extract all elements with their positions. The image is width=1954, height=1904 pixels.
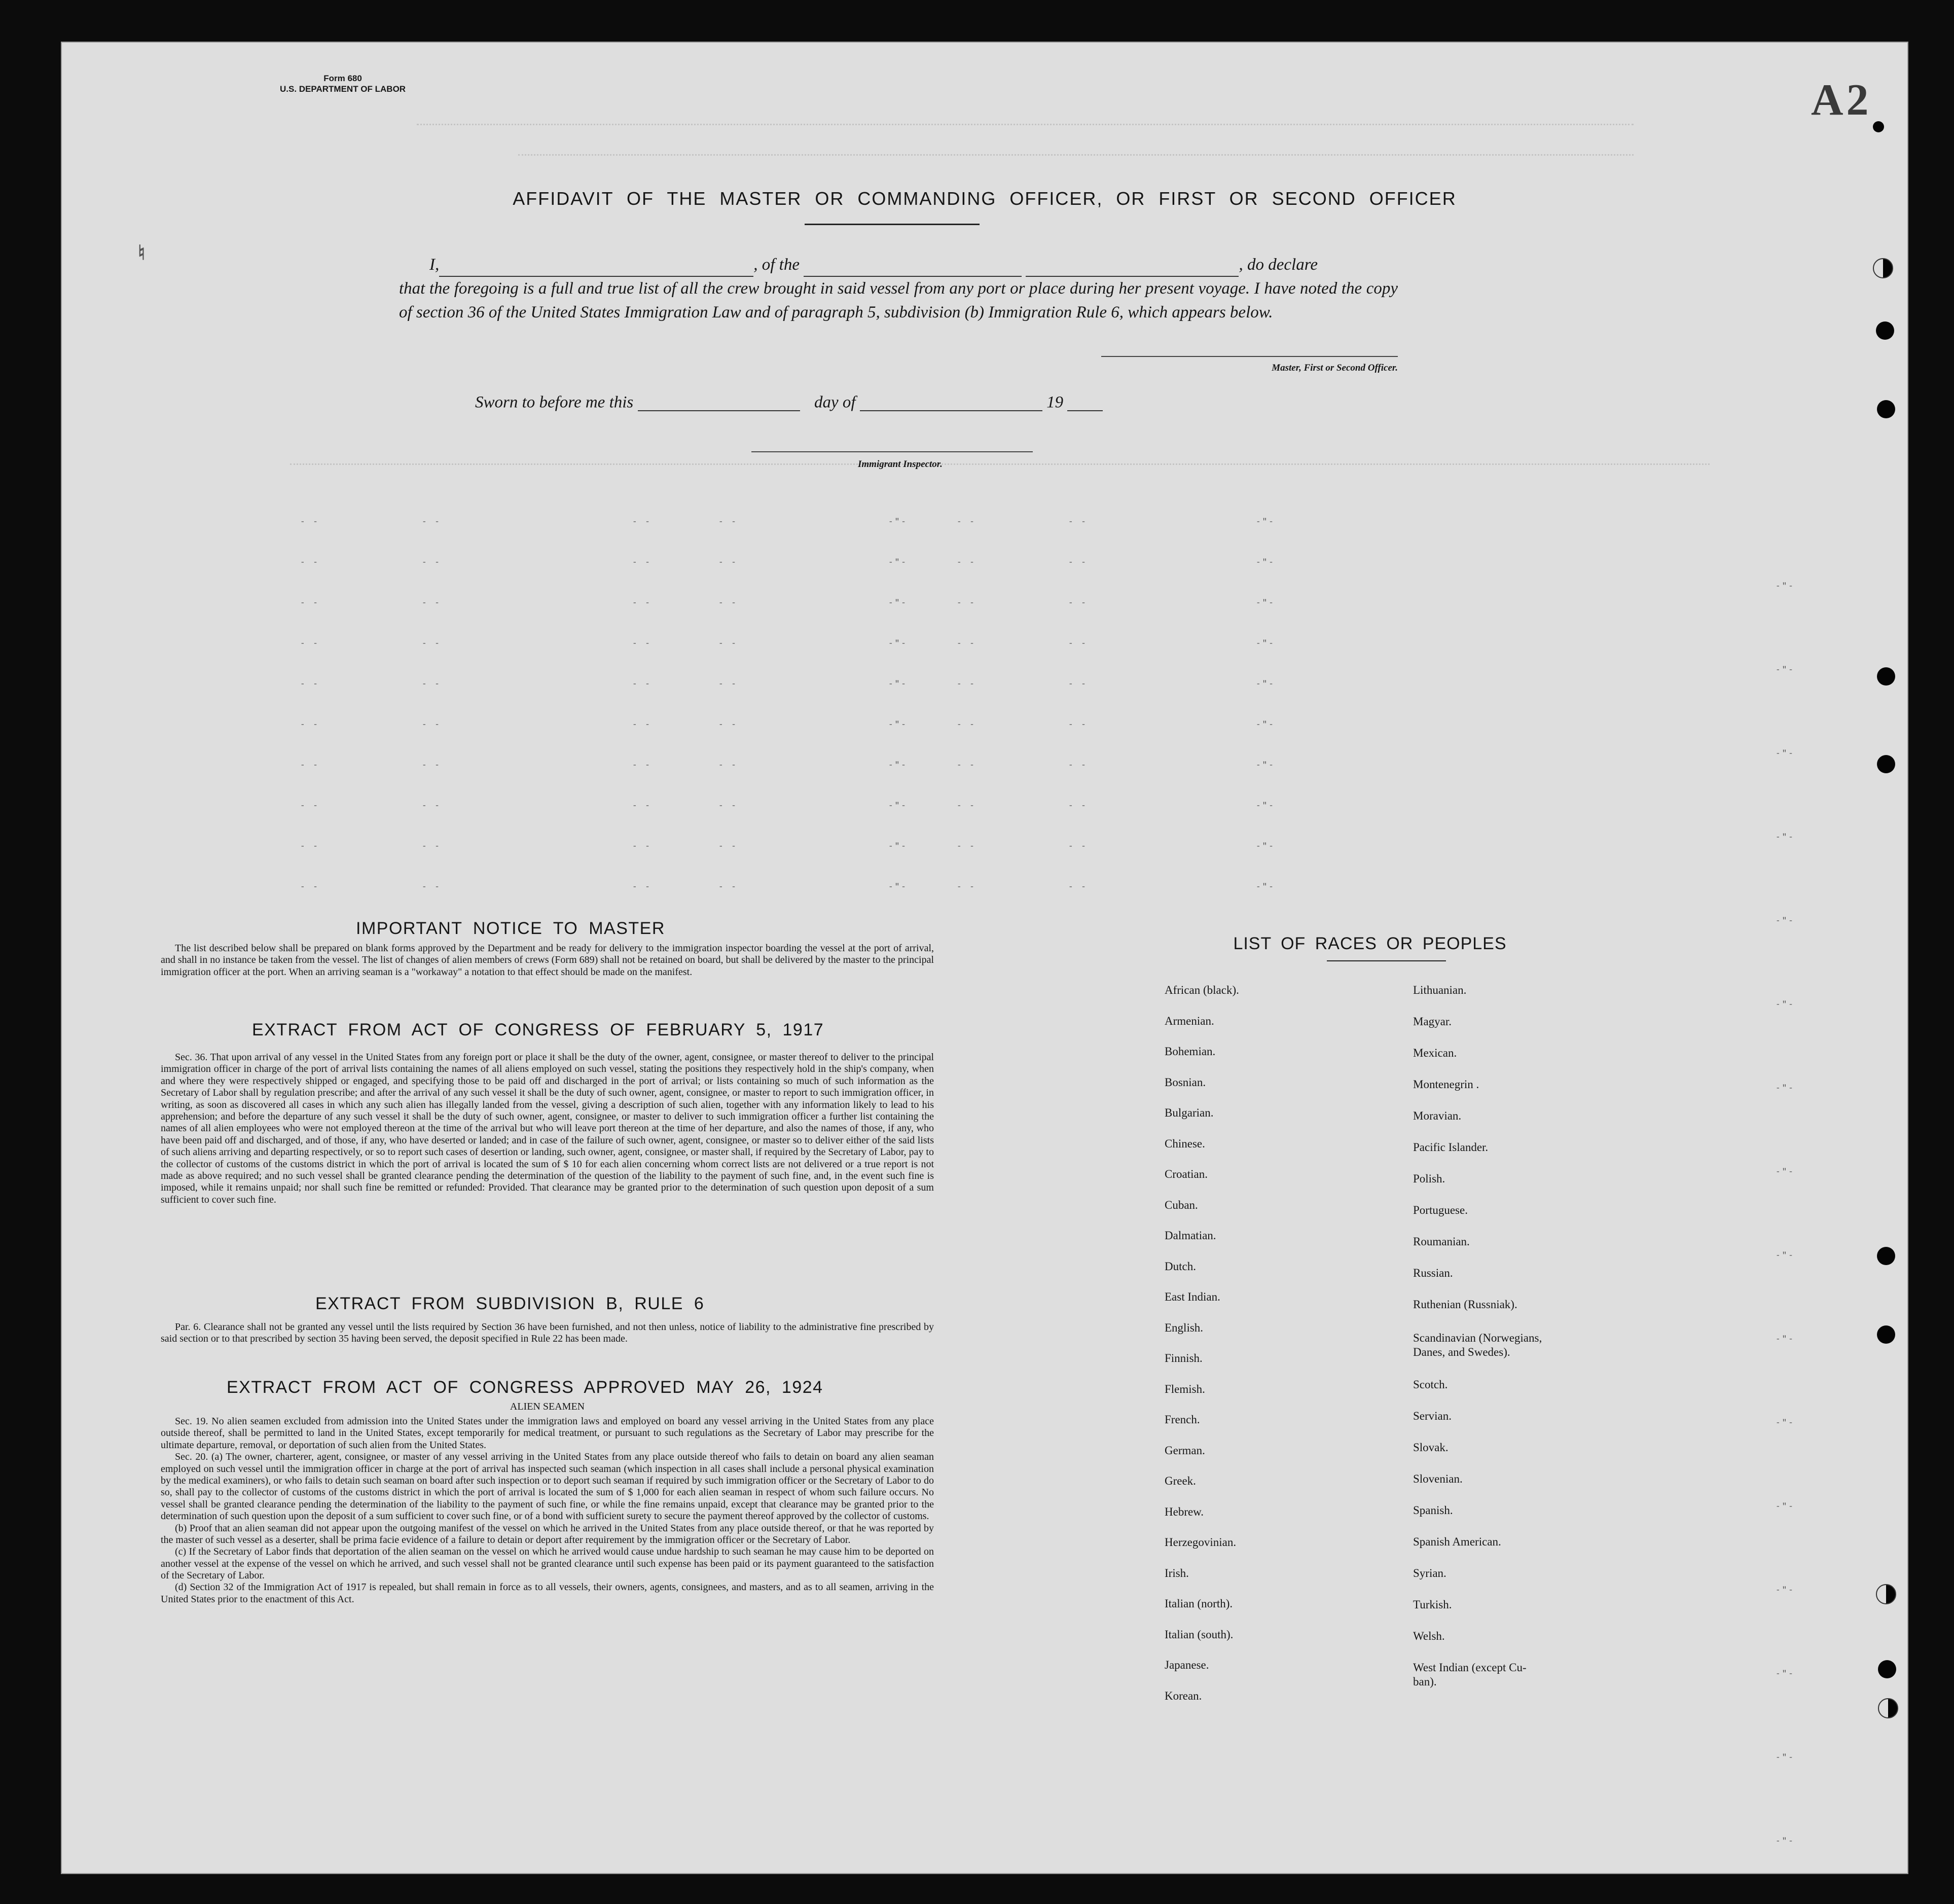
punch-hole [1878, 1698, 1898, 1718]
race-item: Slovenian. [1413, 1472, 1463, 1485]
notice-text: The list described below shall be prepared on blank forms approved by the Department and be ready for delivery to the immigration inspector boarding the vessel at the port of arrival, and shall in no instance be taken from the vessel. The list of changes of alien members of crews (Form 689) shall not be retained on board, but shall be delivered by the master to the principal immigration officer at the port. When an arriving seaman is a "workaway" a notation to that effect should be made on the manifest. [161, 943, 934, 978]
race-item: Scotch. [1413, 1378, 1448, 1391]
word-i: I, [429, 256, 440, 274]
ditto-marks-column: -"- -"- -"- -"- -"- -"- -"- -"- -"- -"- [888, 517, 908, 891]
race-item: Greek. [1165, 1475, 1196, 1487]
race-item: Ruthenian (Russniak). [1413, 1298, 1517, 1311]
form-header [280, 73, 406, 95]
race-item: Herzegovinian. [1165, 1536, 1237, 1549]
race-item: Croatian. [1165, 1168, 1208, 1180]
race-item: Italian (north). [1165, 1597, 1233, 1610]
race-item: Portuguese. [1413, 1204, 1468, 1216]
extract-1924-title: EXTRACT FROM ACT OF CONGRESS APPROVED MAY 26, 1924 [227, 1378, 823, 1397]
bleed-through-line [290, 463, 1710, 465]
vessel-name-field[interactable] [804, 258, 1022, 277]
race-item: Montenegrin . [1413, 1078, 1479, 1091]
sworn-text: Sworn to before me this [475, 393, 634, 412]
officer-name-field[interactable] [439, 258, 753, 277]
ditto-marks-column: - - - - - - - - - - - - - - - - - - - - [718, 517, 738, 891]
sworn-line [475, 392, 1103, 411]
ditto-marks-column: - - - - - - - - - - - - - - - - - - - - [957, 517, 976, 891]
race-item: Moravian. [1413, 1109, 1462, 1122]
race-item: Bohemian. [1165, 1045, 1216, 1058]
rule6-title: EXTRACT FROM SUBDIVISION B, RULE 6 [315, 1294, 705, 1313]
race-item: Bulgarian. [1165, 1106, 1214, 1119]
punch-hole [1877, 1325, 1895, 1344]
punch-hole [1873, 258, 1893, 278]
bleed-through-line [518, 154, 1634, 156]
race-item: Italian (south). [1165, 1628, 1234, 1641]
races-title: LIST OF RACES OR PEOPLES [1233, 934, 1507, 953]
race-item: English. [1165, 1321, 1204, 1334]
race-item: Danes, and Swedes). [1413, 1346, 1510, 1358]
word-of-the: , of the [753, 256, 800, 274]
punch-hole [1873, 121, 1884, 132]
races-title-rule [1327, 960, 1446, 961]
section-20d-text: (d) Section 32 of the Immigration Act of 1917 is repealed, but shall remain in force as to all vessels, their owners, agents, consignees, and masters, and as to all seamen, arriving in the United States prior to the enactment of this Act. [161, 1582, 934, 1605]
race-item: Chinese. [1165, 1137, 1205, 1150]
ditto-marks-column: -"- -"- -"- -"- -"- -"- -"- -"- -"- -"- [1256, 517, 1275, 891]
race-item: Spanish. [1413, 1504, 1453, 1517]
affidavit-first-line [399, 253, 1398, 277]
extract-1917-body [161, 1052, 934, 1206]
race-item: Bosnian. [1165, 1075, 1206, 1089]
race-item: Polish. [1413, 1172, 1445, 1185]
title-rule [805, 224, 980, 225]
ditto-marks-column: - - - - - - - - - - - - - - - - - - - - [422, 517, 441, 891]
race-item: Korean. [1165, 1689, 1202, 1702]
day-of-text: day of [814, 393, 856, 412]
inspector-signature-label: Immigrant Inspector. [858, 459, 943, 470]
race-item: West Indian (except Cu- [1413, 1661, 1527, 1674]
race-item: Flemish. [1165, 1382, 1205, 1395]
section-36-text: Sec. 36. That upon arrival of any vessel in the United States from any foreign port or place it shall be the duty of the owner, agent, consignee, or master thereof to deliver to the principal immigration officer in charge of the port of arrival lists containing the names of all aliens employed on such vessel, stating the positions they respectively hold in the ship's company, when and where they were respectively shipped or engaged, and specifying those to be paid off and discharged in the port of arrival; or lists containing so much of such information as the Secretary of Labor shall by regulation prescribe; and after the arrival of any such vessel it shall be the duty of such owner, agent, consignee, or master to report to such immigration officer, in writing, as soon as discovered all cases in which any such alien has illegally landed from the vessel, giving a description of such alien, together with any information likely to lead to his apprehension; and before the departure of any such vessel it shall be the duty of such owner, agent, consignee, or master to deliver to such immigration officer a further list containing the names of all alien employees who were not employed thereon at the time of the arrival but who will leave port thereon at the time of her departure, and also the names of those, if any, who have been paid off and discharged, and of those, if any, who have deserted or landed; and in case of the failure of such owner, agent, consignee, or master so to deliver either of the said lists of such aliens arriving and departing respectively, or so to report such cases of desertion or landing, such owner, agent, consignee, or master shall, if required by the Secretary of Labor, pay to the collector of customs of the customs district in which the port of arrival is located the sum of $ 10 for each alien concerning whom correct lists are not delivered or a true report is not made as above required; and no such vessel shall be granted clearance pending the determination of the question of the liability to the payment of such fine, and, in the event such fine is imposed, while it remains unpaid; nor shall such fine be remitted or refunded: Provided. That clearance may be granted prior to the determination of such question upon deposit of a sum sufficient to cover such fine. [161, 1052, 934, 1205]
race-item: East Indian. [1165, 1290, 1220, 1303]
section-20b-text: (b) Proof that an alien seaman did not appear upon the outgoing manifest of the vessel on which he arrived in the United States from any place outside thereof, or that he was reported by the master of such vessel as a deserter, shall be prima facie evidence of a failure to detain or deport after requirement by the immigration officer or the Secretary of Labor. [161, 1522, 934, 1546]
affidavit-title: AFFIDAVIT OF THE MASTER OR COMMANDING OFFICER, OR FIRST OR SECOND OFFICER [513, 188, 1457, 209]
department-name: U.S. DEPARTMENT OF LABOR [280, 84, 406, 94]
ditto-marks-column: - - - - - - - - - - - - - - - - - - - - [1068, 517, 1088, 891]
punch-hole [1877, 400, 1895, 418]
bleed-through-line [417, 124, 1634, 125]
punch-hole [1876, 321, 1894, 340]
race-item: Spanish American. [1413, 1535, 1501, 1548]
race-item: Dalmatian. [1165, 1229, 1216, 1242]
rule6-body [161, 1321, 934, 1345]
race-item: Magyar. [1413, 1015, 1452, 1028]
race-item: Mexican. [1413, 1047, 1457, 1059]
race-item: Turkish. [1413, 1598, 1452, 1611]
race-item: Cuban. [1165, 1198, 1198, 1211]
race-item: Armenian. [1165, 1014, 1214, 1027]
document-page [62, 43, 1907, 1873]
ditto-marks-column: -"- -"- -"- -"- -"- -"- -"- -"- -"- -"- -"- -"- -"- -"- -"- -"- [1776, 582, 1795, 1846]
vessel-port-field[interactable] [1026, 258, 1239, 277]
corner-mark: A2 [1811, 76, 1872, 125]
race-item: African (black). [1165, 984, 1239, 996]
punch-hole [1877, 1247, 1895, 1265]
paragraph-6-text: Par. 6. Clearance shall not be granted any vessel until the lists required by Section 36 have been furnished, and not then unless, notice of liability to the administrative fine prescribed by said section or to that prescribed by section 35 having been served, the deposit specified in Rule 22 has been made. [161, 1321, 934, 1345]
section-20c-text: (c) If the Secretary of Labor finds that deportation of the alien seaman on the vessel on which he arrived would cause undue hardship to such seaman he may cause him to be deported on another vessel at the expense of the vessel on which he arrived, and such vessel shall not be granted clearance until such expense has been paid or its payment guaranteed to the satisfaction of the Secretary of Labor. [161, 1546, 934, 1582]
notice-body [161, 943, 934, 978]
race-item: Russian. [1413, 1267, 1453, 1279]
inspector-signature-line[interactable] [751, 451, 1033, 452]
punch-hole [1876, 1584, 1896, 1604]
alien-seamen-subtitle: ALIEN SEAMEN [510, 1401, 585, 1412]
form-number: Form 680 [323, 74, 362, 83]
race-item: Dutch. [1165, 1260, 1196, 1273]
notice-title: IMPORTANT NOTICE TO MASTER [356, 919, 665, 938]
margin-mark: ♮ [138, 241, 146, 264]
race-item: Syrian. [1413, 1567, 1446, 1579]
race-item: Slovak. [1413, 1441, 1449, 1454]
affidavit-paragraph [399, 253, 1398, 325]
sworn-day-field[interactable] [638, 392, 800, 411]
master-signature-line[interactable] [1101, 356, 1398, 357]
master-signature-label: Master, First or Second Officer. [1272, 363, 1398, 373]
word-do-declare: , do declare [1239, 256, 1318, 274]
affidavit-body: that the foregoing is a full and true list of all the crew brought in said vessel from any port or place during her present voyage. I have noted the copy of section 36 of the United States Immigration Law and of paragraph 5, subdivision (b) Immigration Rule 6, which appears below. [399, 279, 1398, 321]
race-item: ban). [1413, 1675, 1437, 1688]
section-20a-text: Sec. 20. (a) The owner, charterer, agent, consignee, or master of any vessel arriving in the United States from any place outside thereof who fails to detain on board any alien seaman employed on such vessel until the immigration officer in charge at the port of arrival has inspected such seaman (which inspection in all cases shall include a personal physical examination by the medical examiners), or who fails to detain such seaman on board after such inspection or to deport such seaman if required by such immigration officer or the Secretary of Labor to do so, shall pay to the collector of customs of the customs district in which the port of arrival is located the sum of $ 1,000 for each alien seaman in respect of whom such failure occurs. No vessel shall be granted clearance pending the determination of the liability to the payment of such fine, or while the fine remains unpaid, except that clearance may be granted prior to the determination of such question upon the deposit of a sum sufficient to cover such fine, or of a bond with sufficient surety to secure the payment thereof approved by the collector of customs. [161, 1451, 934, 1522]
punch-hole [1878, 1660, 1896, 1678]
race-item: Pacific Islander. [1413, 1141, 1489, 1154]
race-item: Hebrew. [1165, 1505, 1204, 1518]
race-item: German. [1165, 1444, 1205, 1457]
punch-hole [1877, 755, 1895, 773]
punch-hole [1877, 667, 1895, 686]
year-prefix: 19 [1046, 393, 1064, 412]
race-item: Japanese. [1165, 1659, 1209, 1671]
race-item: Roumanian. [1413, 1235, 1470, 1248]
section-19-text: Sec. 19. No alien seamen excluded from admission into the United States under the immigration laws and employed on board any vessel arriving in the United States from any place outside thereof, shall be permitted to land in the United States, except temporarily for medical treatment, or pursuant to such regulations as the Secretary of Labor may prescribe for the ultimate departure, removal, or deportation of such alien from the United States. [161, 1416, 934, 1451]
document-sheet [61, 42, 1908, 1874]
sworn-month-field[interactable] [860, 392, 1042, 411]
ditto-marks-column: - - - - - - - - - - - - - - - - - - - - [632, 517, 652, 891]
race-item: Welsh. [1413, 1630, 1445, 1642]
race-item: Servian. [1413, 1410, 1452, 1422]
race-item: Irish. [1165, 1566, 1189, 1579]
sworn-year-field[interactable] [1067, 392, 1103, 411]
extract-1924-body [161, 1416, 934, 1605]
race-item: Lithuanian. [1413, 984, 1467, 996]
race-item: Finnish. [1165, 1352, 1203, 1364]
race-item: Scandinavian (Norwegians, [1413, 1332, 1542, 1344]
ditto-marks-column: - - - - - - - - - - - - - - - - - - - - [300, 517, 319, 891]
race-item: French. [1165, 1413, 1200, 1426]
extract-1917-title: EXTRACT FROM ACT OF CONGRESS OF FEBRUARY 5, 1917 [252, 1020, 824, 1039]
